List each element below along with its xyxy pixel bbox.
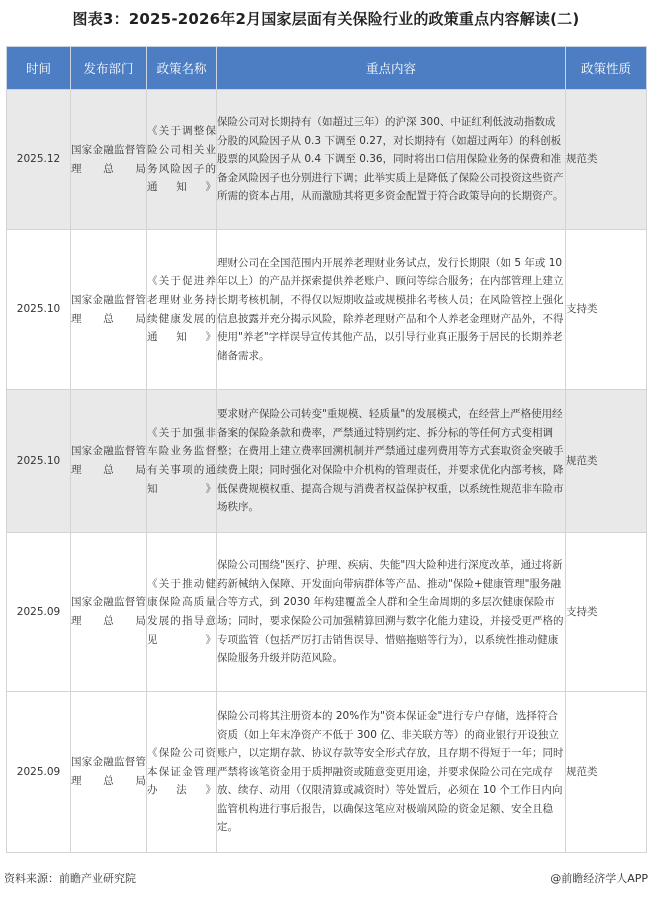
source-note: 资料来源：前瞻产业研究院 (4, 872, 136, 885)
cell-department: 国家金融监督管理总局 (71, 390, 147, 533)
header-key-content: 重点内容 (217, 47, 566, 90)
cell-date: 2025.10 (7, 390, 71, 533)
header-policy-nature: 政策性质 (566, 47, 647, 90)
header-department: 发布部门 (71, 47, 147, 90)
table-row (7, 533, 647, 692)
cell-policy-name: 《关于调整保险公司相关业务风险因子的通知》 (147, 90, 217, 230)
cell-date: 2025.09 (7, 692, 71, 853)
table-row (7, 230, 647, 390)
table-row (7, 692, 647, 853)
header-policy-name: 政策名称 (147, 47, 217, 90)
cell-key-content: 保险公司将其注册资本的 20%作为"资本保证金"进行专户存储，选择符合资质（如上年末净资产不低于 300 亿、非关联方等）的商业银行开设独立账户，以定期存款、协议存款等安全形式存放，且存期不得短于一年；同时严禁将该笔资金用于质押融资或随意变更用途，并要求保险公司在完成存放、续存、动用（仅限清算或减资时）等处置后，必须在 10 个工作日内向监管机构进行事后报告，以确保这笔应对极端风险的资金足额、安全且稳定。 (217, 692, 566, 853)
cell-department: 国家金融监督管理总局 (71, 692, 147, 853)
cell-department: 国家金融监督管理总局 (71, 230, 147, 390)
cell-date: 2025.12 (7, 90, 71, 230)
cell-date: 2025.10 (7, 230, 71, 390)
cell-policy-name: 《关于加强非车险业务监督有关事项的通知》 (147, 390, 217, 533)
cell-key-content: 保险公司对长期持有（如超过三年）的沪深 300、中证红利低波动指数成分股的风险因子从 0.3 下调至 0.27，对长期持有（如超过两年）的科创板股票的风险因子从 0.4 下调至 0.36，同时将出口信用保险业务的保费和准备金风险因子也分别进行下调；此举实质上是降低了保险公司投资这些资产所需的资本占用，从而激励其将更多资金配置于符合政策导向的长期资产。 (217, 90, 566, 230)
cell-policy-nature: 支持类 (566, 230, 647, 390)
cell-key-content: 理财公司在全国范围内开展养老理财业务试点，发行长期限（如 5 年或 10 年以上）的产品并探索提供养老账户、顾问等综合服务；在内部管理上建立长期考核机制，不得仅以短期收益或规模排名考核人员；在风险管控上强化信息披露并充分揭示风险，除养老理财产品和个人养老金理财产品外，不得使用"养老"字样误导宣传其他产品，以引导行业真正服务于居民的长期养老储备需求。 (217, 230, 566, 390)
cell-key-content: 保险公司围绕"医疗、护理、疾病、失能"四大险种进行深度改革，通过将新药新械纳入保障、开发面向带病群体等产品、推动"保险+健康管理"服务融合等方式，到 2030 年构建覆盖全人群和全生命周期的多层次健康保险市场；同时，要求保险公司加强精算回溯与数字化能力建设，并接受更严格的专项监管（包括严厉打击销售误导、惜赔拖赔等行为），以系统性推动健康保险服务升级并防范风险。 (217, 533, 566, 692)
policy-table (6, 46, 647, 853)
cell-policy-nature: 支持类 (566, 533, 647, 692)
cell-policy-name: 《保险公司资本保证金管理办法》 (147, 692, 217, 853)
header-date: 时间 (7, 47, 71, 90)
cell-department: 国家金融监督管理总局 (71, 90, 147, 230)
brand-credit: @前瞻经济学人APP (550, 872, 648, 885)
table-header-row (7, 47, 647, 90)
cell-policy-name: 《关于促进养老理财业务持续健康发展的通知》 (147, 230, 217, 390)
cell-policy-name: 《关于推动健康保险高质量发展的指导意见》 (147, 533, 217, 692)
chart-title: 图表3：2025-2026年2月国家层面有关保险行业的政策重点内容解读(二) (72, 10, 580, 28)
table-row (7, 90, 647, 230)
cell-policy-nature: 规范类 (566, 390, 647, 533)
cell-policy-nature: 规范类 (566, 692, 647, 853)
cell-policy-nature: 规范类 (566, 90, 647, 230)
cell-key-content: 要求财产保险公司转变"重规模、轻质量"的发展模式，在经营上严格使用经备案的保险条款和费率，严禁通过特别约定、拆分标的等任何方式变相调整；在费用上建立费率回溯机制并严禁通过虚列费用等方式套取资金突破手续费上限；同时强化对保险中介机构的管理责任，并要求优化内部考核，降低保费规模权重、提高合规与消费者权益保护权重，以系统性规范非车险市场秩序。 (217, 390, 566, 533)
table-row (7, 390, 647, 533)
cell-date: 2025.09 (7, 533, 71, 692)
cell-department: 国家金融监督管理总局 (71, 533, 147, 692)
